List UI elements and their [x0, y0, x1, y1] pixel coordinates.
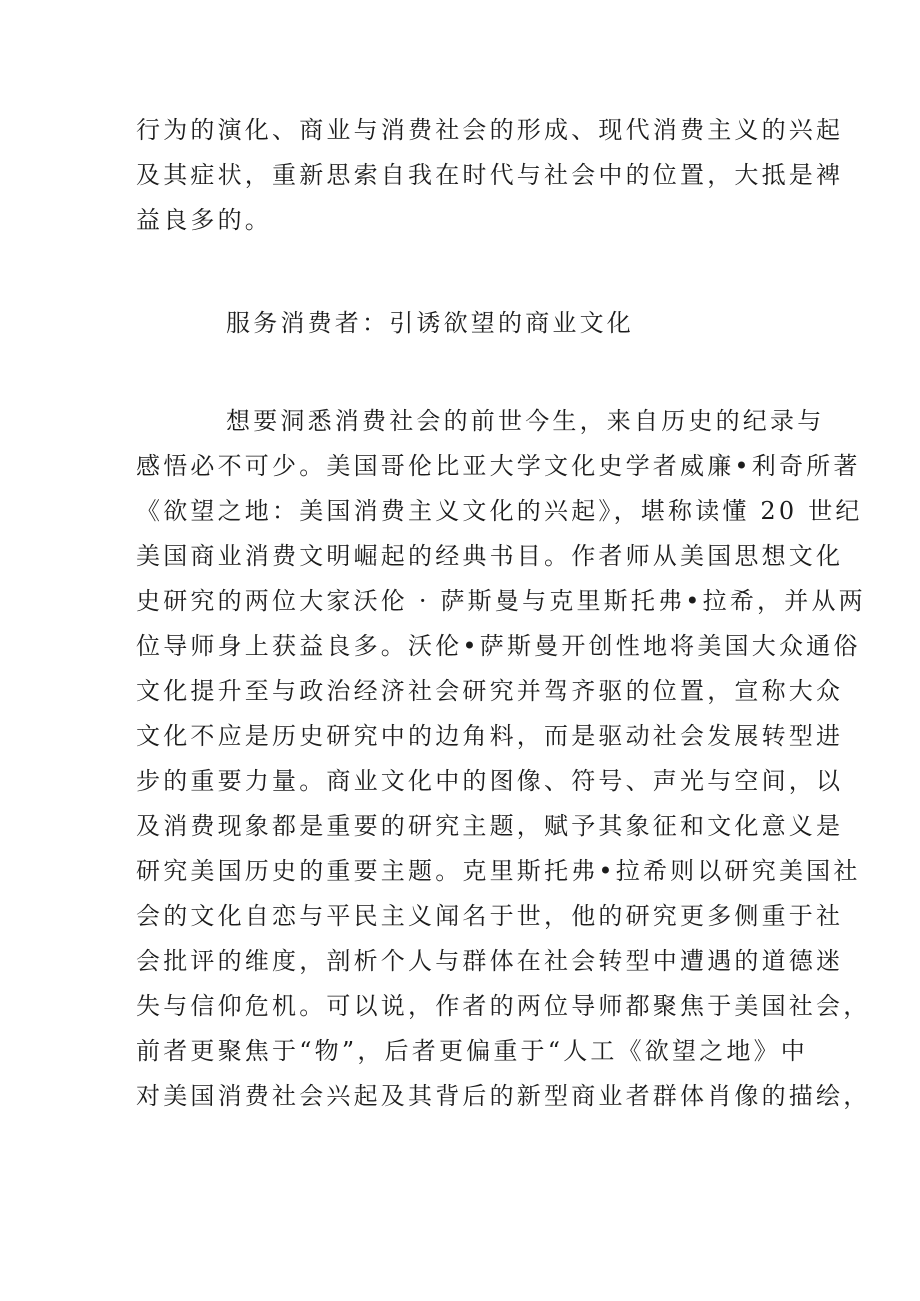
- section-heading: 服务消费者：引诱欲望的商业文化: [226, 309, 634, 337]
- paragraph-2-line-9: 步的重要力量。商业文化中的图像、符号、声光与空间，以: [136, 767, 844, 795]
- paragraph-2-line-1: 想要洞悉消费社会的前世今生，来自历史的纪录与: [226, 407, 825, 435]
- paragraph-2-line-3: 《欲望之地：美国消费主义文化的兴起》，堪称读懂 20 世纪: [136, 497, 863, 525]
- paragraph-2-line-7: 文化提升至与政治经济社会研究并驾齐驱的位置，宣称大众: [136, 677, 844, 705]
- paragraph-2-line-15: 前者更聚焦于“物”，后者更偏重于“人工《欲望之地》中: [136, 1037, 809, 1065]
- paragraph-2-line-14: 失与信仰危机。可以说，作者的两位导师都聚焦于美国社会，: [136, 992, 871, 1020]
- paragraph-2-line-6: 位导师身上获益良多。沃伦•萨斯曼开创性地将美国大众通俗: [136, 632, 861, 660]
- paragraph-2-line-2: 感悟必不可少。美国哥伦比亚大学文化史学者威廉•利奇所著: [136, 452, 861, 480]
- paragraph-1-line-2: 及其症状，重新思索自我在时代与社会中的位置，大抵是裨: [136, 161, 844, 189]
- paragraph-1-line-3: 益良多的。: [136, 206, 272, 234]
- paragraph-2-line-10: 及消费现象都是重要的研究主题，赋予其象征和文化意义是: [136, 812, 844, 840]
- paragraph-2-line-11: 研究美国历史的重要主题。克里斯托弗•拉希则以研究美国社: [136, 857, 861, 885]
- paragraph-2-line-13: 会批评的维度，剖析个人与群体在社会转型中遭遇的道德迷: [136, 947, 844, 975]
- paragraph-2-line-16: 对美国消费社会兴起及其背后的新型商业者群体肖像的描绘，: [136, 1082, 871, 1110]
- paragraph-2-line-5: 史研究的两位大家沃伦 · 萨斯曼与克里斯托弗•拉希，并从两: [136, 587, 866, 615]
- paragraph-2-line-12: 会的文化自恋与平民主义闻名于世，他的研究更多侧重于社: [136, 902, 844, 930]
- paragraph-1-line-1: 行为的演化、商业与消费社会的形成、现代消费主义的兴起: [136, 116, 844, 144]
- paragraph-2-line-8: 文化不应是历史研究中的边角料，而是驱动社会发展转型进: [136, 722, 844, 750]
- paragraph-2-line-4: 美国商业消费文明崛起的经典书目。作者师从美国思想文化: [136, 542, 844, 570]
